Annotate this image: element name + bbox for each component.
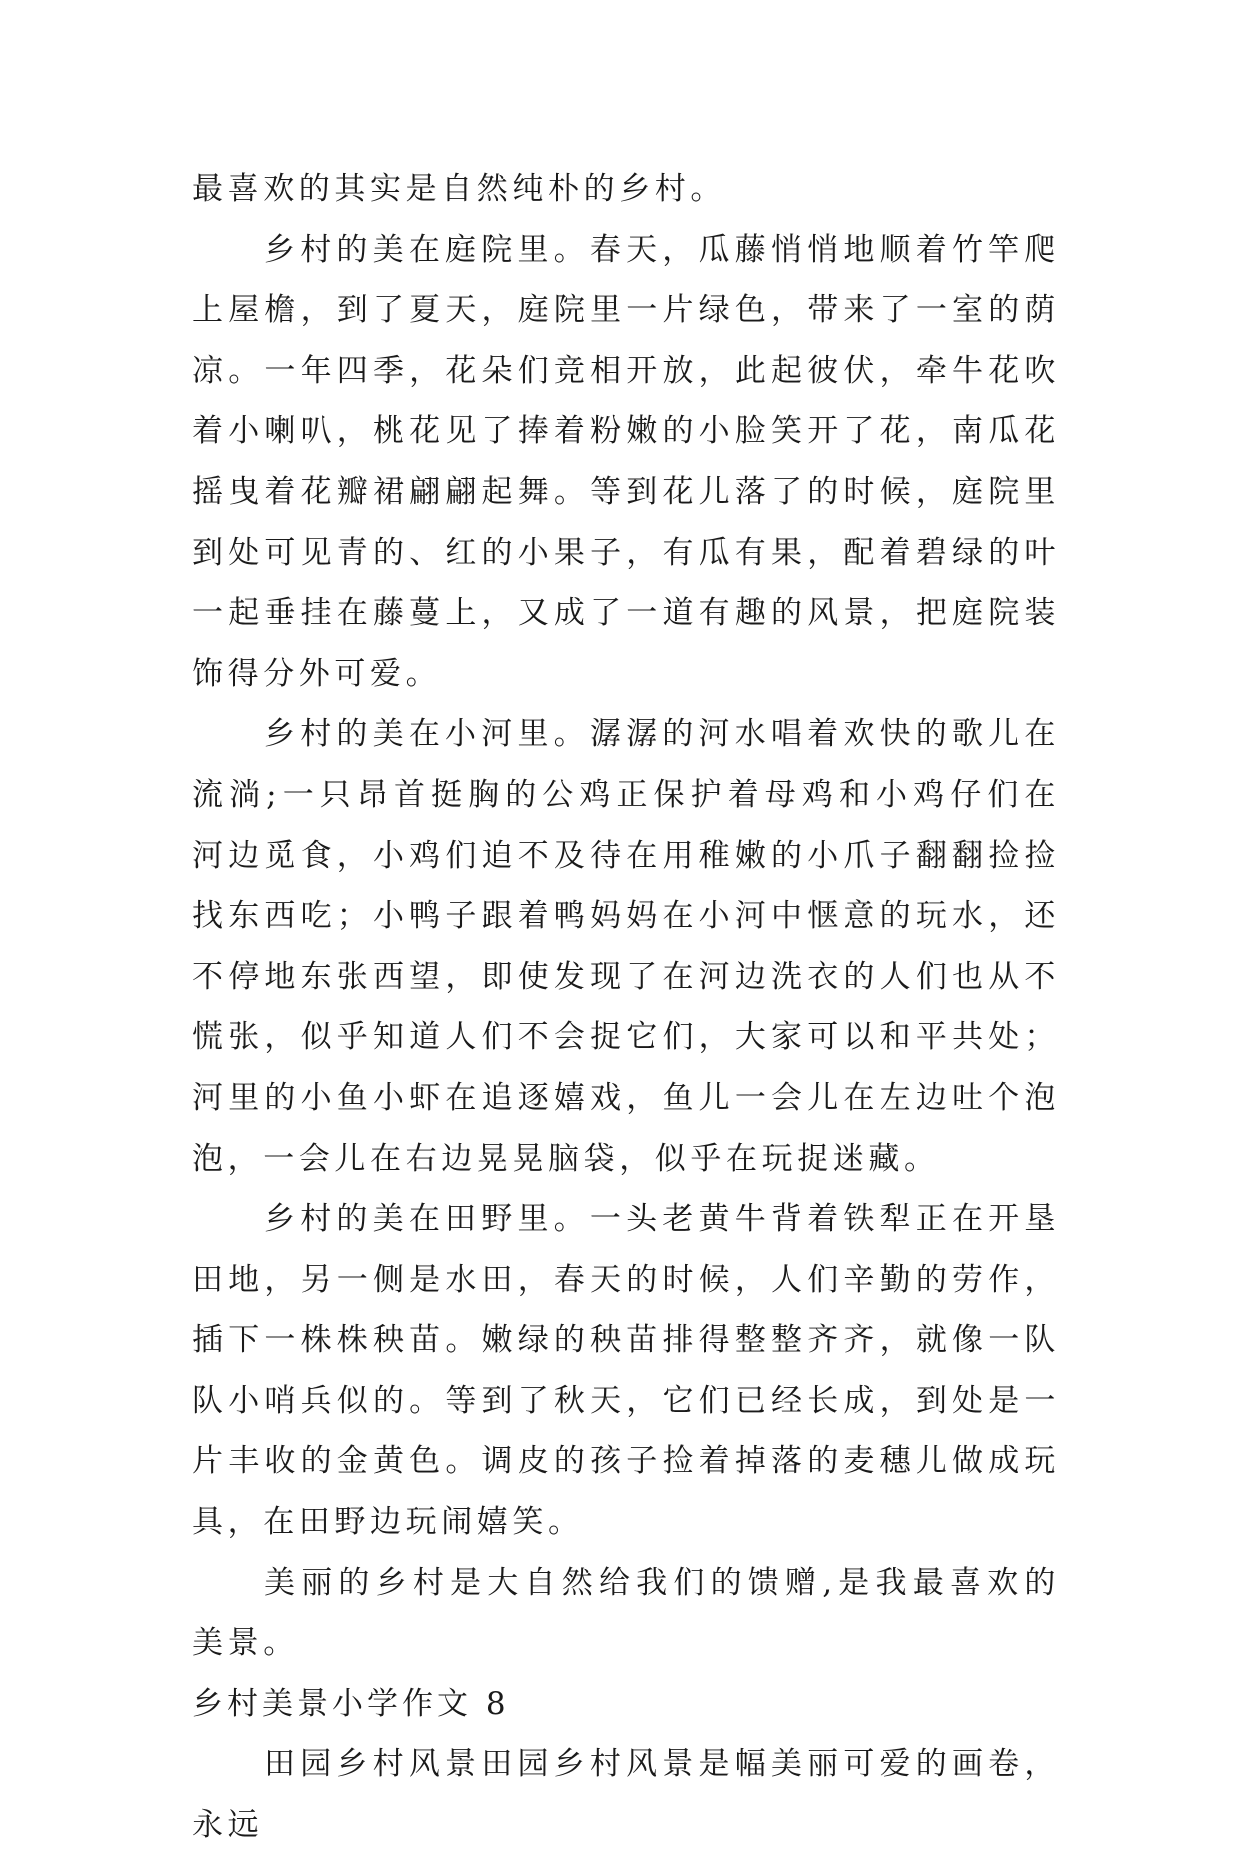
article-body bbox=[192, 159, 1060, 1856]
paragraph-continuation: 最喜欢的其实是自然纯朴的乡村。 bbox=[192, 171, 726, 207]
paragraph-fields: 乡村的美在田野里。一头老黄牛背着铁犁正在开垦田地，另一侧是水田，春天的时候，人们辛勤的劳作，插下一株株秧苗。嫩绿的秧苗排得整整齐齐，就像一队队小哨兵似的。等到了秋天，它们已经长成，到处是一片丰收的金黄色。调皮的孩子捡着掉落的麦穗儿做成玩具，在田野边玩闹嬉笑。 bbox=[192, 1201, 1060, 1541]
paragraph-next-essay: 田园乡村风景田园乡村风景是幅美丽可爱的画卷，永远 bbox=[192, 1746, 1060, 1844]
paragraph-conclusion: 美丽的乡村是大自然给我们的馈赠,是我最喜欢的美景。 bbox=[192, 1564, 1060, 1662]
paragraph-courtyard: 乡村的美在庭院里。春天，瓜藤悄悄地顺着竹竿爬上屋檐，到了夏天，庭院里一片绿色，带来了一室的荫凉。一年四季，花朵们竞相开放，此起彼伏，牵牛花吹着小喇叭，桃花见了捧着粉嫩的小脸笑开了花，南瓜花摇曳着花瓣裙翩翩起舞。等到花儿落了的时候，庭院里到处可见青的、红的小果子，有瓜有果，配着碧绿的叶一起垂挂在藤蔓上，又成了一道有趣的风景，把庭院装饰得分外可爱。 bbox=[192, 231, 1060, 692]
paragraph-river: 乡村的美在小河里。潺潺的河水唱着欢快的歌儿在流淌;一只昂首挺胸的公鸡正保护着母鸡和小鸡仔们在河边觅食，小鸡们迫不及待在用稚嫩的小爪子翻翻捡捡找东西吃；小鸭子跟着鸭妈妈在小河中惬意的玩水，还不停地东张西望，即使发现了在河边洗衣的人们也从不慌张，似乎知道人们不会捉它们，大家可以和平共处；河里的小鱼小虾在追逐嬉戏，鱼儿一会儿在左边吐个泡泡，一会儿在右边晃晃脑袋，似乎在玩捉迷藏。 bbox=[192, 716, 1060, 1177]
essay-heading: 乡村美景小学作文 8 bbox=[192, 1685, 510, 1722]
